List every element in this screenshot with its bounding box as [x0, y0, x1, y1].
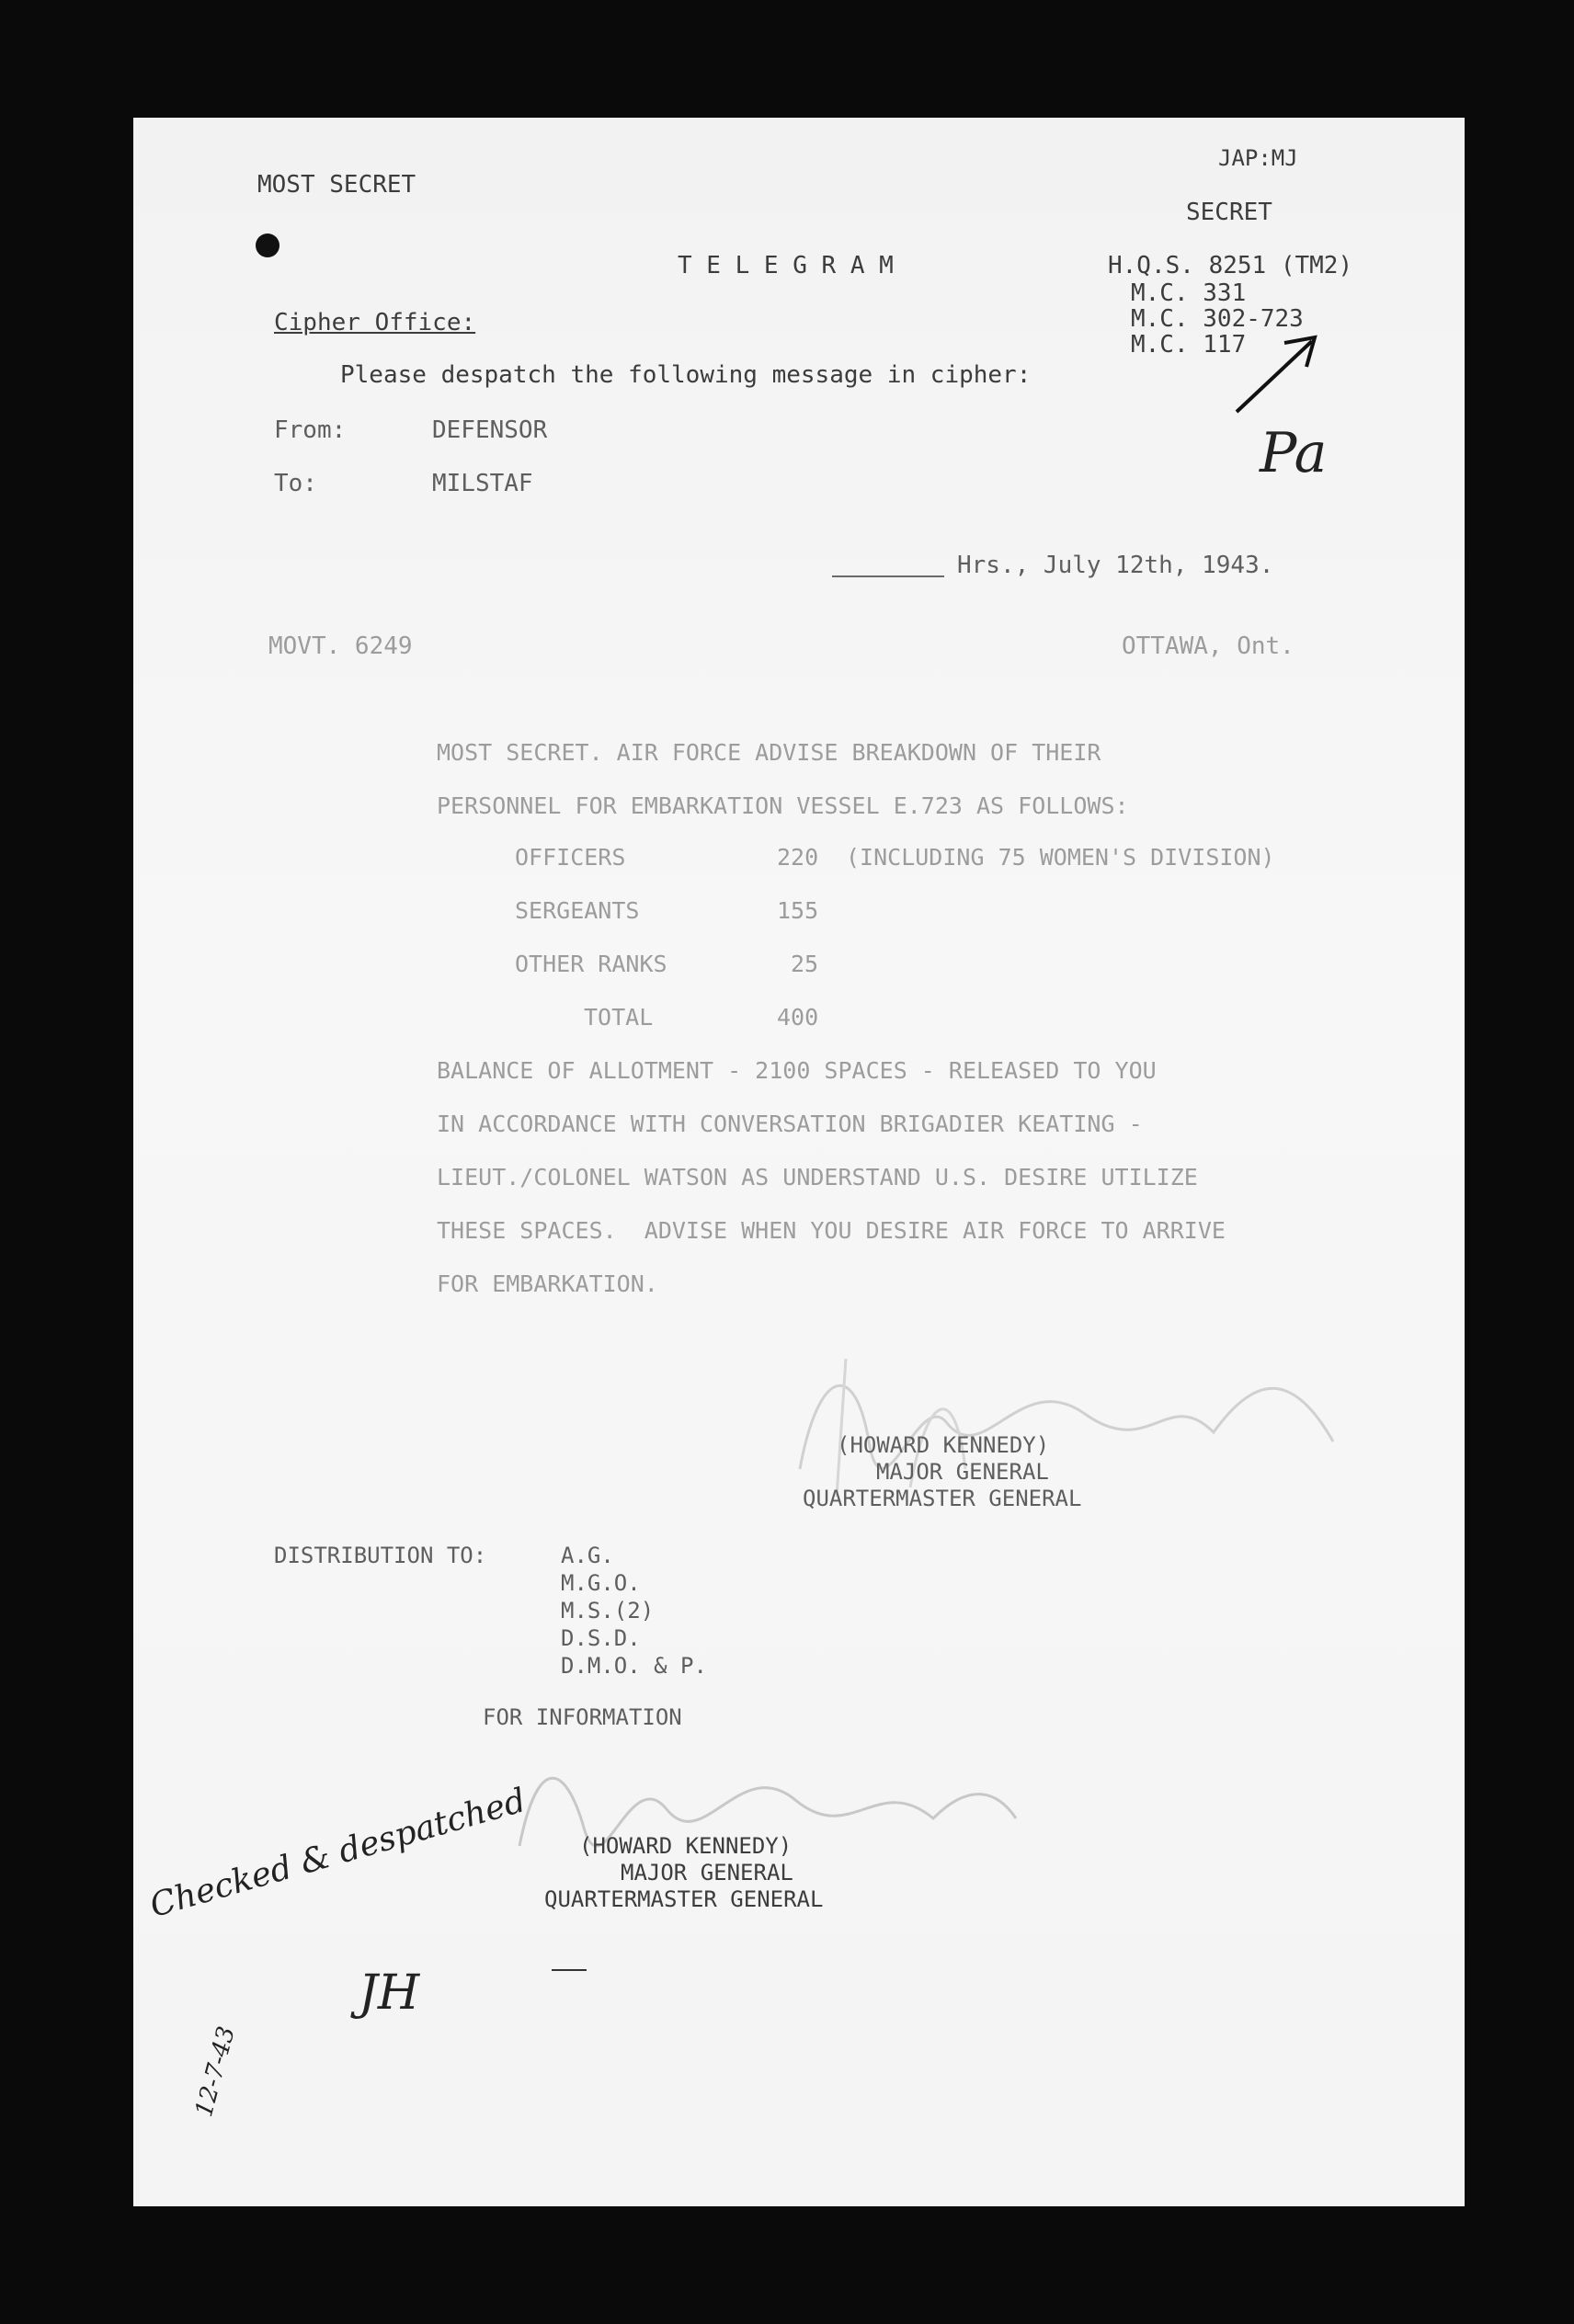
handwritten-initial: Pa — [1260, 421, 1328, 485]
message-line: IN ACCORDANCE WITH CONVERSATION BRIGADIER KEATING - — [437, 1111, 1143, 1137]
to-value: MILSTAF — [432, 470, 533, 497]
from-label: From: — [274, 416, 347, 444]
handwritten-checked-note: Checked & despatched — [145, 1782, 530, 1925]
breakdown-label: SERGEANTS — [515, 897, 640, 924]
distribution-item: D.M.O. & P. — [561, 1653, 707, 1679]
distribution-item: A.G. — [561, 1543, 614, 1568]
time-blank — [832, 575, 944, 577]
to-label: To: — [274, 470, 317, 497]
message-line: BALANCE OF ALLOTMENT - 2100 SPACES - RELEASED TO YOU — [437, 1057, 1157, 1084]
signatory-name: (HOWARD KENNEDY) — [579, 1833, 793, 1859]
breakdown-label: OFFICERS — [515, 844, 626, 871]
distribution-item: M.G.O. — [561, 1570, 641, 1596]
dash-mark — [552, 1969, 587, 1971]
for-information-note: FOR INFORMATION — [483, 1704, 682, 1730]
cipher-instruction: Please despatch the following message in cipher: — [340, 361, 1032, 389]
distribution-item: D.S.D. — [561, 1625, 641, 1651]
breakdown-value: 155 — [777, 897, 819, 924]
breakdown-label: TOTAL — [584, 1004, 654, 1031]
message-time-date: Hrs., July 12th, 1943. — [957, 552, 1274, 579]
telegram-page — [133, 118, 1465, 2206]
breakdown-value: 25 — [791, 951, 819, 977]
signatory-title: QUARTERMASTER GENERAL — [803, 1486, 1082, 1511]
arrow-icon — [1227, 325, 1329, 421]
message-line: PERSONNEL FOR EMBARKATION VESSEL E.723 AS FOLLOWS: — [437, 792, 1129, 819]
punch-hole-dot — [256, 234, 279, 257]
message-line: FOR EMBARKATION. — [437, 1270, 658, 1297]
message-line: THESE SPACES. ADVISE WHEN YOU DESIRE AIR FORCE TO ARRIVE — [437, 1217, 1226, 1244]
handwritten-date: 12-7-43 — [190, 2023, 241, 2120]
movement-number: MOVT. 6249 — [268, 632, 413, 660]
breakdown-value: 220 — [777, 844, 819, 871]
breakdown-label: OTHER RANKS — [515, 951, 667, 977]
file-ref: M.C. 117 — [1131, 331, 1247, 359]
cipher-office-label: Cipher Office: — [274, 309, 476, 336]
distribution-item: M.S.(2) — [561, 1598, 655, 1623]
signatory-rank: MAJOR GENERAL — [621, 1860, 793, 1885]
origin-location: OTTAWA, Ont. — [1122, 632, 1295, 660]
file-ref: M.C. 302-723 — [1131, 305, 1304, 333]
classification-most-secret: MOST SECRET — [257, 171, 416, 199]
file-ref: M.C. 331 — [1131, 279, 1247, 307]
signatory-rank: MAJOR GENERAL — [876, 1459, 1049, 1485]
from-value: DEFENSOR — [432, 416, 548, 444]
breakdown-value: 400 — [777, 1004, 819, 1031]
message-line: MOST SECRET. AIR FORCE ADVISE BREAKDOWN OF THEIR — [437, 739, 1101, 766]
document-title: T E L E G R A M — [678, 252, 894, 279]
signatory-title: QUARTERMASTER GENERAL — [544, 1886, 824, 1912]
signatory-name: (HOWARD KENNEDY) — [837, 1432, 1050, 1458]
classification-secret: SECRET — [1186, 199, 1272, 226]
handwritten-initials: JH — [359, 1965, 420, 2021]
reference-initials: JAP:MJ — [1218, 145, 1298, 171]
message-line: LIEUT./COLONEL WATSON AS UNDERSTAND U.S. DESIRE UTILIZE — [437, 1164, 1198, 1190]
breakdown-note: (INCLUDING 75 WOMEN'S DIVISION) — [846, 844, 1275, 871]
distribution-label: DISTRIBUTION TO: — [274, 1543, 487, 1568]
file-ref: H.Q.S. 8251 (TM2) — [1108, 252, 1353, 279]
